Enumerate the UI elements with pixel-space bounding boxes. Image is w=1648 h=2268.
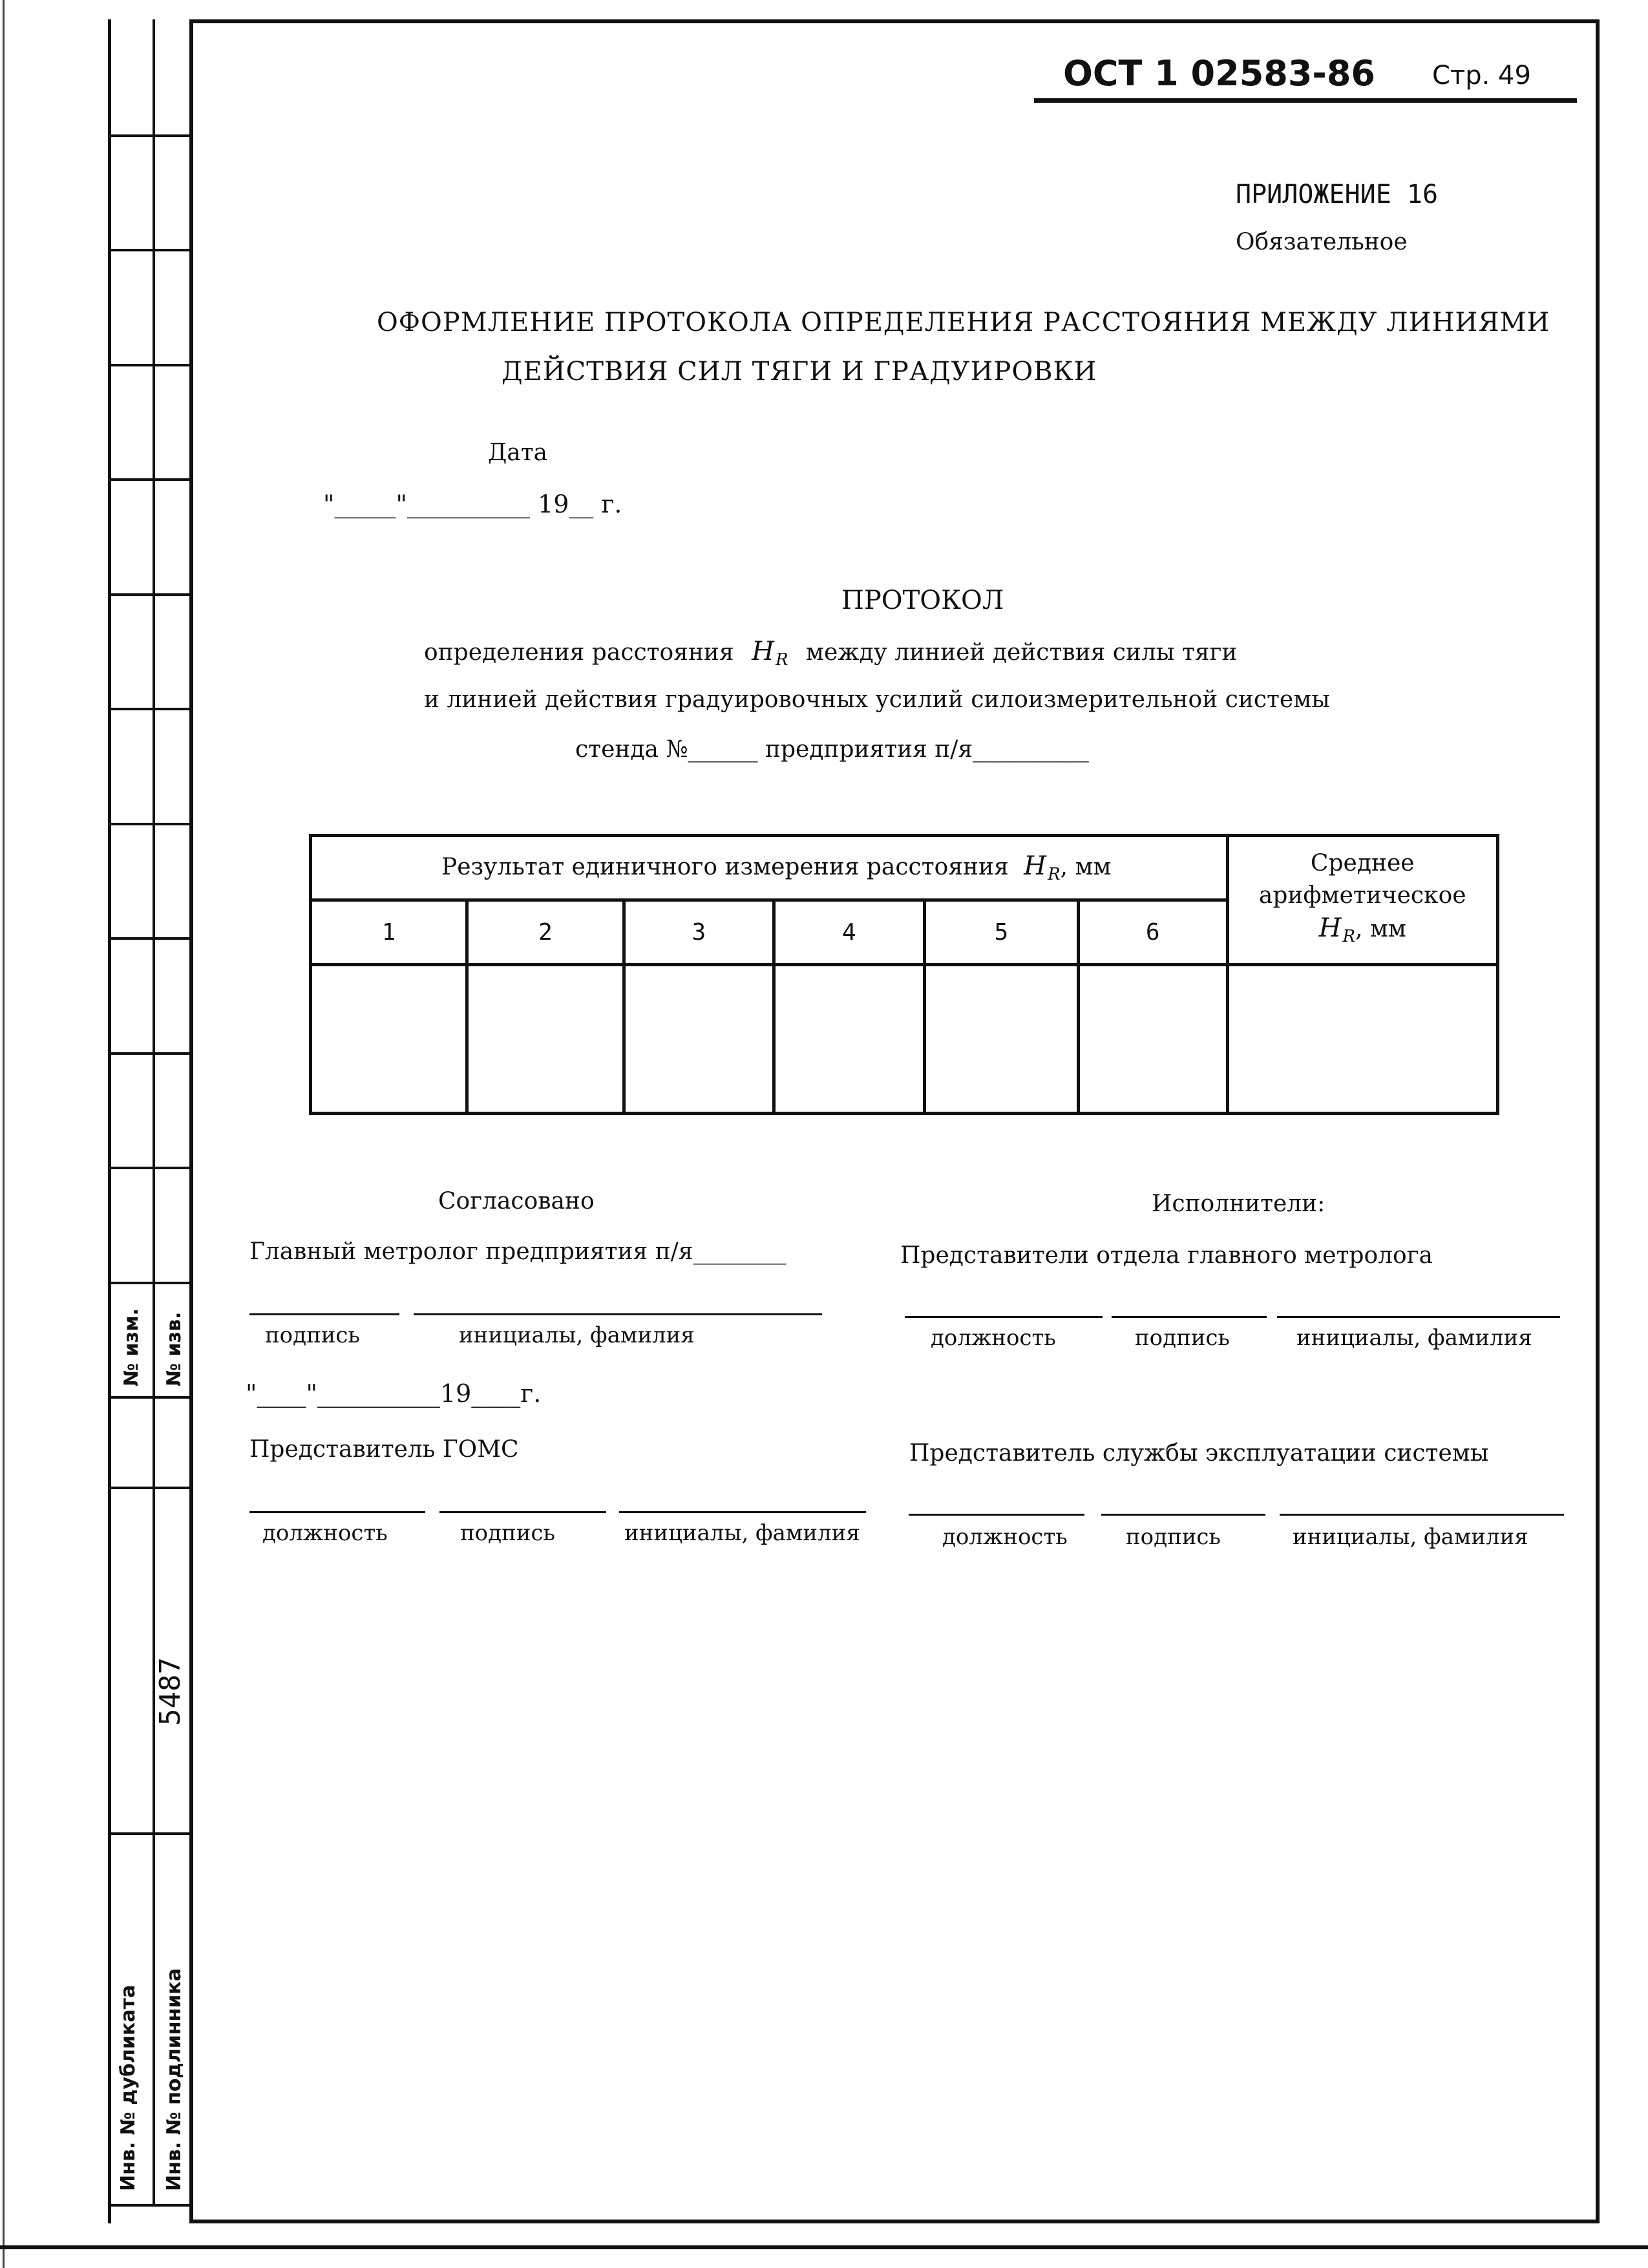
protocol-line1-end: между линией действия силы тяги	[806, 639, 1238, 666]
name-line	[619, 1511, 866, 1513]
inv-number: 5487	[154, 1657, 187, 1726]
value-cell	[624, 965, 774, 1114]
bottom-border	[0, 2245, 1648, 2249]
protocol-line3: стенда №______ предприятия п/я__________	[575, 736, 1090, 763]
inv-dup-label: Инв. № дубликата	[117, 1984, 140, 2191]
protocol-line1	[424, 637, 1237, 670]
signature-line	[249, 1313, 399, 1315]
signature-line	[1101, 1514, 1265, 1516]
column-header: 1	[311, 900, 467, 965]
page-edge-line	[3, 0, 5, 2268]
position-line	[905, 1316, 1103, 1318]
izm-label: № изм.	[120, 1308, 143, 1386]
column-header: 3	[624, 900, 774, 965]
name-label: инициалы, фамилия	[1293, 1524, 1528, 1550]
approval-date-line: "____"__________19____г.	[246, 1379, 542, 1408]
sign-label: подпись	[1126, 1524, 1221, 1550]
position-label: должность	[942, 1524, 1068, 1550]
executors-heading: Исполнители:	[1152, 1191, 1326, 1217]
strip-row	[111, 2204, 193, 2207]
name-label: инициалы, фамилия	[624, 1520, 860, 1546]
symbol-h: H	[1024, 851, 1047, 881]
mean-header-unit: , мм	[1355, 916, 1406, 942]
value-cell	[1078, 965, 1227, 1114]
service-representative: Представитель службы эксплуатации системы	[909, 1440, 1489, 1467]
document-title-line1: ОФОРМЛЕНИЕ ПРОТОКОЛА ОПРЕДЕЛЕНИЯ РАССТОЯНИЯ МЕЖДУ ЛИНИЯМИ	[377, 308, 1550, 337]
symbol-h: H	[752, 637, 774, 666]
symbol-h-sub: R	[1342, 927, 1356, 946]
gomc-representative: Представитель ГОМС	[249, 1436, 519, 1463]
signature-line	[439, 1511, 606, 1513]
strip-divider	[153, 1282, 155, 1487]
name-label: инициалы, фамилия	[459, 1322, 695, 1348]
position-line	[249, 1511, 425, 1513]
chief-metrologist-line: Главный метролог предприятия п/я________	[249, 1238, 787, 1265]
sign-label: подпись	[265, 1322, 360, 1348]
value-cell	[311, 965, 467, 1114]
mean-header-l1: Среднее	[1310, 850, 1415, 876]
appendix-status: Обязательное	[1236, 229, 1408, 255]
result-header-unit: , мм	[1060, 854, 1112, 880]
position-label: должность	[931, 1325, 1056, 1351]
protocol-line1-start: определения расстояния	[424, 639, 734, 666]
table-header-mean	[1227, 836, 1497, 965]
approved-heading: Согласовано	[438, 1188, 595, 1214]
mean-header-l2: арифметическое	[1258, 882, 1466, 909]
symbol-h: H	[1318, 913, 1342, 943]
left-stamp-strip	[108, 19, 193, 2223]
column-header: 6	[1078, 900, 1227, 965]
signature-line	[1112, 1316, 1267, 1318]
strip-divider	[153, 19, 155, 1282]
document-code: ОСТ 1 02583-86	[1063, 53, 1375, 94]
name-line	[1277, 1316, 1560, 1318]
header-underline	[1034, 98, 1577, 103]
page-frame	[189, 19, 1600, 2223]
value-cell	[467, 965, 624, 1114]
sign-label: подпись	[460, 1520, 555, 1546]
page-number: Стр. 49	[1432, 61, 1531, 90]
result-header-text: Результат единичного измерения расстояния	[441, 854, 1009, 880]
date-label: Дата	[488, 440, 548, 466]
mean-value-cell	[1227, 965, 1497, 1114]
value-cell	[924, 965, 1078, 1114]
position-label: должность	[262, 1520, 388, 1546]
mean-header-l3	[1229, 912, 1496, 953]
symbol-h-sub: R	[775, 650, 788, 670]
appendix-title: ПРИЛОЖЕНИЕ 16	[1236, 180, 1439, 209]
position-line	[909, 1514, 1084, 1516]
name-label: инициалы, фамилия	[1296, 1325, 1532, 1351]
column-header: 5	[924, 900, 1078, 965]
protocol-heading: ПРОТОКОЛ	[841, 586, 1004, 615]
inv-orig-label: Инв. № подлинника	[163, 1968, 185, 2191]
metrology-representatives: Представители отдела главного метролога	[900, 1242, 1433, 1269]
results-table	[309, 834, 1499, 1115]
sign-label: подпись	[1135, 1325, 1230, 1351]
izv-label: № изв.	[163, 1311, 185, 1386]
value-cell	[774, 965, 925, 1114]
date-line: "_____"__________ 19__ г.	[323, 490, 622, 518]
column-header: 4	[774, 900, 925, 965]
document-title-line2: ДЕЙСТВИЯ СИЛ ТЯГИ И ГРАДУИРОВКИ	[502, 357, 1097, 387]
protocol-line2: и линией действия градуировочных усилий силоизмерительной системы	[424, 686, 1330, 713]
table-header-result	[311, 836, 1228, 900]
name-line	[414, 1313, 822, 1315]
strip-divider	[153, 1487, 155, 2204]
column-header: 2	[467, 900, 624, 965]
symbol-h-sub: R	[1048, 865, 1061, 884]
name-line	[1280, 1514, 1564, 1516]
